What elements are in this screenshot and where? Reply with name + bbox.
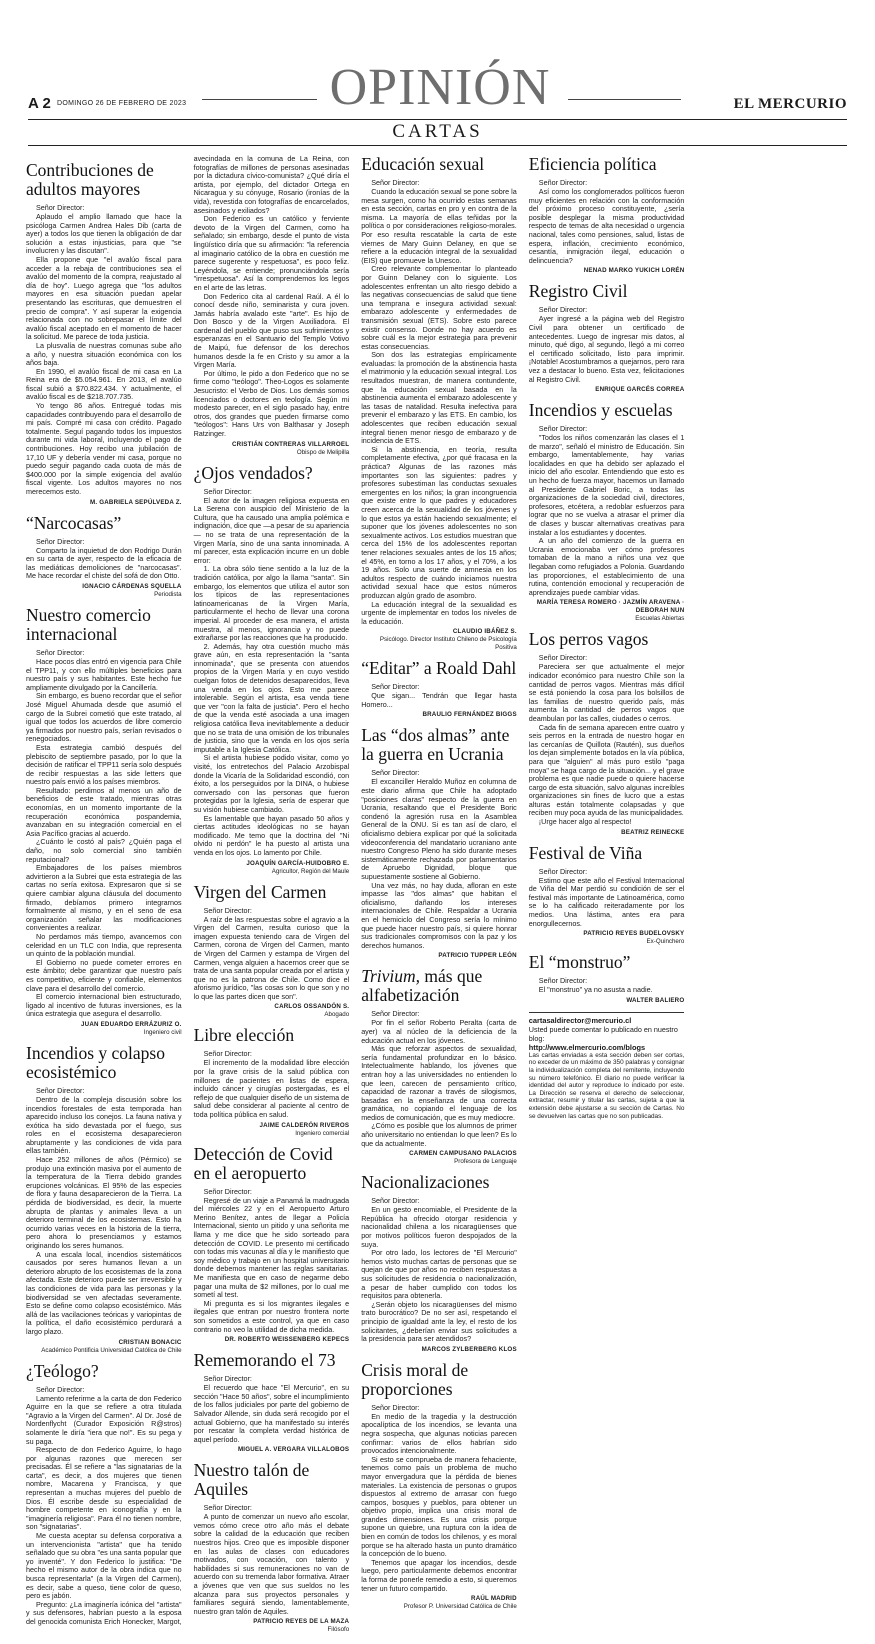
letter-affiliation: Profesor P. Universidad Católica de Chile <box>403 1603 517 1611</box>
letter-article <box>361 967 517 1166</box>
letter-salutation: Señor Director: <box>36 1384 85 1394</box>
page-number: A 2 <box>28 95 51 112</box>
letter-title: Las “dos almas” ante la guerra en Ucrania <box>361 725 510 765</box>
letter-title: Nacionalizaciones <box>361 1172 490 1193</box>
letter-paragraph: Por otro lado, los lectores de "El Mercurio" hemos visto muchas cartas de personas que se quejan de que por años no reciben respuestas a sus solicitudes de residencia o nacionalización, a pesar de haber cumplido con todos los requisitos para obtenerla. <box>361 1248 517 1301</box>
letter-article <box>529 630 685 836</box>
letter-paragraph: El recuerdo que hace "El Mercurio", en su sección "Hace 50 años", sobre el incumplimiento de los fallos judiciales por parte del gobierno de Salvador Allende, sin duda será recogido por el actual Gobierno, que ha manifestado su interés por rescatar la completa verdad histórica de aquel período. <box>193 1383 350 1444</box>
letter-paragraph: Resultado: perdimos al menos un año de beneficios de este tratado, mientras otras economías, en un momento importante de la recuperación económica pospandemia, avanzaban en su integración comercial en el Asia Pacífico gracias al acuerdo. <box>26 785 182 838</box>
letter-title: Libre elección <box>193 1025 295 1046</box>
letter-title: “Editar” a Roald Dahl <box>361 658 517 679</box>
letter-paragraph: Son dos las estrategias empíricamente evaluadas: la promoción de la abstinencia hasta el matrimonio y la educación sexual integral. Los resultados muestran, de manera contundente, que la educación sexual basada en la abstinencia aumenta el embarazo adolescente y las tasas de natalidad. Resulta inefectiva para prevenir el embarazo y las ETS. En cambio, los adolescentes que reciben educación sexual integral tienen menor riesgo de embarazo y de incidencia de ETS. <box>361 350 517 446</box>
letter-article <box>194 1351 350 1454</box>
letter-salutation: Señor Director: <box>538 305 588 315</box>
letter-salutation: Señor Director: <box>36 647 85 657</box>
letter-salutation: Señor Director: <box>203 486 252 496</box>
letter-article <box>361 726 517 960</box>
letter-article <box>529 953 685 1005</box>
letter-paragraph: A punto de comenzar un nuevo año escolar, vemos cómo crece otro año más el debate sobre la calidad de la educación que reciben nuestros hijos. Creo que es imposible disponer en las aulas de clases con educadores motivados, con vocación, con talento y habilidades si sus remuneraciones no van de acuerdo con su tremenda labor formativa. Atraer a jóvenes que ven que sus sueldos no les alcanza para sus proyectos personales y familiares seguirá siendo, lamentablemente, nuestro gran talón de Aquiles. <box>193 1512 350 1616</box>
letter-article <box>194 464 350 876</box>
letter-affiliation: Agricultor, Región del Maule <box>271 867 350 875</box>
letter-salutation: Señor Director: <box>36 203 85 212</box>
letter-paragraph: La plusvalía de nuestras comunas sube año a año, y nuestra situación económica con los años baja. <box>26 340 182 368</box>
letter-paragraph: Ella propone que "el avalúo fiscal para acceder a la rebaja de contribuciones sea el avalúo del momento de la compra, reajustado al día de hoy". Luego agrega que "los adultos mayores en esa situación puedan apelar presentando las escrituras, que demuestren el precio de compra". Y así superar la exigencia relacionada con no sobrepasar el límite del avalúo fiscal aceptado en el momento de hacer la solicitud. Me parece de toda justicia. <box>26 254 182 342</box>
letter-paragraph: ¿Cómo es posible que los alumnos de primer año universitario no entiendan lo que leen? Es lo que da actualmente. <box>361 1121 517 1148</box>
letter-title: ¿Teólogo? <box>26 1360 99 1381</box>
letter-signature: WALTER BALIERO <box>626 996 685 1004</box>
contact-email: cartasaldirector@mercurio.cl <box>528 1015 632 1025</box>
letter-salutation: Señor Director: <box>36 1085 85 1095</box>
letter-paragraph: Cuando la educación sexual se pone sobre la mesa surgen, como ha ocurrido estas semanas en esta sección, cartas en pro y en contra de la misma. La mayoría de ellas teñidas por la política o por consideraciones religioso-morales. Por eso resulta rescatable la carta de este viernes de Mary Guinn Delaney, en que se refiere a la educación integral de la sexualidad (EIS) que promueve la Unesco. <box>361 187 517 265</box>
letter-paragraph: El "monstruo" ya no asusta a nadie. <box>538 985 653 995</box>
letter-paragraph: Que sigan... Tendrán que llegar hasta Homero... <box>361 691 517 709</box>
letter-salutation: Señor Director: <box>538 424 588 434</box>
letter-salutation: Señor Director: <box>371 682 420 692</box>
blog-url: http://www.elmercurio.com/blogs <box>528 1042 646 1052</box>
letter-paragraph: Es lamentable que hayan pasado 50 años y ciertas actitudes ideológicas no se hayan modificado. Me temo que la doctrina del "Ni olvido ni perdón" le ha puesto al artista una venda en los ojos. Lo lamento por Chile. <box>193 813 350 857</box>
header-divider-right <box>568 99 681 100</box>
letter-title: Educación sexual <box>361 154 485 174</box>
letter-salutation: Señor Director: <box>538 866 588 876</box>
letter-article <box>529 282 685 394</box>
letter-signature: BRAULIO FERNÁNDEZ BIGGS <box>422 711 517 719</box>
letter-signature: M. GABRIELA SEPÚLVEDA Z. <box>90 498 182 506</box>
letter-article <box>361 1173 517 1354</box>
letter-title: Nuestro comercio internacional <box>26 604 151 644</box>
letter-paragraph: Si la abstinencia, en teoría, resulta completamente efectiva, ¿por qué fracasa en la práctica? Algunas de las razones más importantes son las siguientes: padres y profesores subestiman las conductas sexuales emergentes en los niños; la gran incongruencia que existe entre lo que padres y educadores creen acerca de la sexualidad de los jóvenes y lo que estos ya están haciendo sexualmente; el suponer que los jóvenes adolescentes no son sexualmente activos. Los estudios muestran que cerca del 15% de los adolescentes reportan tener relaciones sexuales antes de los 15 años; el 45%, en torno a los 17 años, y el 70%, a los 19 años. Solo una suerte de amnesia en los adultos respecto de cuándo iniciamos nuestra actividad sexual hace que estos números produzcan algún grado de asombro. <box>361 444 517 600</box>
letter-paragraph: Embajadores de los países miembros advirtieron a la Subrei que esta estrategia de las cartas no sería exitosa. Expresaron que si se quiere cambiar alguna cláusula del documento firmado, debíamos primero integrarnos formalmente al mismo, y en el seno de esa organización señalar las modificaciones convenientes a realizar. <box>26 863 182 933</box>
letter-paragraph: Si esto se comprueba de manera fehaciente, tenemos como país un problema de mucho mayor envergadura que la pérdida de bienes materiales. La existencia de personas o grupos dispuestos al extremo de arrasar con fuego campos, bosques y pueblos, para obtener un objetivo propio, implica una crisis moral de grandes dimensiones. Es una crisis porque supone un quiebre, una ruptura con la idea de bien en común de todos los chilenos, y es moral porque se ha alterado hasta un punto dramático la concepción de lo bueno. <box>361 1454 517 1559</box>
letter-paragraph: Tenemos que apagar los incendios, desde luego, pero particularmente debemos encontrar la forma de ponerle remedio a esto, si queremos tener un futuro compartido. <box>361 1557 517 1593</box>
letter-paragraph: Aplaudo el amplio llamado que hace la psicóloga Carmen Andrea Hales Dib (carta de ayer) a todos los que tienen la obligación de dar solución a estas injusticias, para que "se involucren y las discutan". <box>26 212 182 256</box>
letter-title: Crisis moral de proporciones <box>361 1359 469 1399</box>
letter-signature: PATRICIO REYES DE LA MAZA <box>253 1618 350 1626</box>
letter-title: Detección de Covid en el aeropuerto <box>193 1143 333 1183</box>
letter-salutation: Señor Director: <box>538 653 588 663</box>
letter-article <box>26 161 182 507</box>
letter-paragraph: La educación integral de la sexualidad es urgente de implementar en todos los niveles de la educación. <box>361 599 517 626</box>
letter-affiliation: Escuelas Abiertas <box>635 615 685 623</box>
blog-note: Usted puede comentar lo publicado en nuestro blog: <box>528 1024 678 1043</box>
page-header <box>0 0 875 142</box>
letter-article <box>26 1044 182 1355</box>
letter-article <box>26 514 182 599</box>
letter-paragraph: Ayer ingresé a la página web del Registro Civil para obtener un certificado de antecedentes. Luego de ingresar mis datos, al minuto, qué digo, al segundo, llegó a mi correo el certificado solicitado, listo para imprimir. ¡Notable! Acostumbramos a quejarnos, pero rara vez a destacar lo bueno. Esta vez, felicitaciones al Registro Civil. <box>528 314 685 384</box>
letter-title <box>361 967 517 1005</box>
letter-salutation: Señor Director: <box>371 178 420 187</box>
letter-paragraph: Dentro de la compleja discusión sobre los incendios forestales de esta temporada han aparecido incluso los conejos. La fauna nativa y exótica ha sido devastada por el fuego, sus roles en el ecosistema desaparecieron abruptamente y las condiciones de vida para ellas también. <box>26 1094 182 1156</box>
letter-paragraph: En 1990, el avalúo fiscal de mi casa en La Reina era de $5.054.961. En 2013, el avalúo fiscal subió a $70.822.434. Y actualmente, el avalúo fiscal es de $218.707.735. <box>26 366 182 402</box>
publication-date: DOMINGO 26 DE FEBRERO DE 2023 <box>57 100 187 107</box>
letter-signature: NENAD MARKO YUKICH LORÉN <box>583 267 685 275</box>
letter-paragraph: Esta estrategia cambió después del plebiscito de septiembre pasado, por lo que la decisión de ratificar el TPP11 sería solo después de recibir respuestas a las side letters que nuestro país envió a los países miembros. <box>26 742 182 787</box>
letter-signature: IGNACIO CÁRDENAS SQUELLA <box>82 582 182 590</box>
letter-paragraph: Don Federico cita al cardenal Raúl. A él lo conocí desde niño, seminarista y cura joven. Jamás habría avalado este "arte". Es hijo de Don Bosco y de la Virgen Auxiliadora. El cardenal del pueblo que puso sus sufrimientos y esperanzas en el Santuario del Templo Votivo de Maipú, fue defensor de los derechos humanos desde la fe en Cristo y su amor a la Virgen María. <box>193 291 350 370</box>
letter-paragraph: En medio de la tragedia y la destrucción apocalíptica de los incendios, se levanta una negra sospecha, que algunas noticias parecen confirmar: varios de ellos habrían sido provocados intencionalmente. <box>361 1411 517 1456</box>
letter-paragraph: Así como los conglomerados políticos fueron muy eficientes en relación con la conformación del próximo proceso constituyente, ¿sería posible desplegar la misma productividad respecto de temas de alta necesidad o urgencia nacional, tales como pensiones, salud, listas de espera, inflación, crecimiento económico, cesantía, inmigración ilegal, educación o delincuencia? <box>528 187 685 265</box>
submission-disclaimer: Las cartas enviadas a esta sección deben ser cortas, no exceder de un máximo de 350 palabras y consignar la individualización completa del remitente, incluyendo su número telefónico. El diario no puede verificar la identidad del autor y reproduce lo indicado por este. La Dirección se reserva el derecho de seleccionar, extractar, resumir y titular las cartas, sujeta a que la extensión debe ajustarse a su sección de Cartas. No se devuelven las cartas que no son publicadas. <box>528 1051 685 1120</box>
letter-salutation: Señor Director: <box>538 178 588 187</box>
letter-affiliation: Ingeniero comercial <box>295 1129 350 1137</box>
letter-paragraph: 2. Además, hay otra cuestión mucho más grave aún, en esta representación la "santa innominada", que se presenta con atuendos propios de la Virgen María y en cuyo vestido cuelgan fotos de detenidos desaparecidos, lleva una venda en los ojos. Esto me parece intolerable. Según el artista, esa venda tiene que ver "con la falta de justicia". Pero el hecho de que la venda esté asociada a una imagen religiosa católica lleva inevitablemente a deducir que no se trata de una omisión de los tribunales de justicia, sino que la venda en los ojos sería imputable a la Iglesia Católica. <box>193 641 350 754</box>
letter-signature: JOAQUÍN GARCÍA-HUIDOBRO E. <box>246 859 350 867</box>
letter-title: El “monstruo” <box>528 952 631 973</box>
letter-paragraph: Creo relevante complementar lo planteado por Guinn Delaney con lo siguiente. Los adolescentes enfrentan un alto riesgo debido a las negativas consecuencias de salud que tiene una temprana e insegura actividad sexual: embarazo adolescente y enfermedades de transmisión sexual (ETS). Sobre esto parece existir consenso. Donde no hay acuerdo es sobre cuál es la mejor estrategia para prevenir estas consecuencias. <box>361 264 517 351</box>
letter-paragraph: El comercio internacional bien estructurado, ligado al incentivo de futuras inversiones, es la única estrategia que asegura el desarrollo. <box>26 992 182 1019</box>
letter-article <box>194 1145 350 1345</box>
letter-paragraph: Lamento referirme a la carta de don Federico Aguirre en la que se refiere a otra titulada "Agravio a la Virgen del Carmen". Al Dr. José de Nordenflycht (Curador Exposición R@stros) solamente le diría "iera que no!". Es su pega y su paga. <box>26 1393 182 1446</box>
letter-affiliation: Ingeniero civil <box>143 1028 182 1036</box>
letter-paragraph: ¡Urge hacer algo al respecto! <box>538 817 632 827</box>
letter-affiliation: Periodista <box>154 590 182 598</box>
letter-salutation: Señor Director: <box>371 1009 420 1019</box>
letter-paragraph: Don Federico es un católico y ferviente devoto de la Virgen del Carmen, como ha señalado; sin embargo, desde el punto de vista lingüístico diría que su afirmación: "la referencia al imaginario católico de la obra en cuestión me parece sugerente y respetuosa", es poco feliz. Leyéndola, se entiende; pronunciándola sería "irrespetuosa". Así la comprendemos los legos en el arte de las letras. <box>193 214 350 292</box>
letter-article <box>194 1461 350 1634</box>
letter-article <box>361 155 517 652</box>
letter-article <box>194 883 350 1020</box>
letter-paragraph: Si el artista hubiese podido visitar, como yo visité, los entretechos del Palacio Arzobispal donde la Vicaría de la Solidaridad escondió, con éxito, a los perseguidos por la DINA, o hubiese conversado con las personas que fueron protegidas por la Iglesia, sería de esperar que su visión hubiese cambiado. <box>193 753 350 814</box>
letter-paragraph: Comparto la inquietud de don Rodrigo Durán en su carta de ayer, respecto de la eficacia de las mediáticas demoliciones de "narcocasas". Me hace recordar el chiste del sofá de don Otto. <box>26 545 182 581</box>
letter-paragraph: Me cuesta aceptar su defensa corporativa a un intervencionista "artista" que ha tenido señalado que su obra "es una santa popular que yo inventé". Y don Federico lo justifica: "De hecho el mismo autor de la obra indica que no busca representarla" (a la Virgen del Carmen), es decir, sabe a queso, tiene color de queso, pero es jabón. <box>26 1531 182 1601</box>
letter-paragraph: Pareciera ser que actualmente el mejor indicador económico para nuestro Chile son la cantidad de perros vagos. Mientras más difícil se está poniendo la cosa para los bolsillos de las familias de nuestro querido país, más aumenta la cantidad de perros vagos que deambulan por las calles, ciudades o cerros. <box>528 662 685 723</box>
letter-article <box>194 1026 350 1137</box>
letter-paragraph: El incremento de la modalidad libre elección por la grave crisis de la salud pública con millones de pacientes en listas de espera, incluido cáncer y cirugías postergadas, es el reflejo de que cualquier diseño de un sistema de salud debe considerar al paciente al centro de toda política pública en salud. <box>193 1058 350 1120</box>
letter-affiliation: Académico Pontificia Universidad Católica de Chile <box>41 1346 182 1354</box>
letter-signature: CRISTIÁN CONTRERAS VILLARROEL <box>232 440 350 448</box>
header-rule-bottom <box>28 145 847 146</box>
letter-paragraph: En un gesto encomiable, el Presidente de la República ha ofrecido otorgar residencia y nacionalidad chilena a los nicaragüenses que por motivos políticos fueron despojados de la suya. <box>361 1205 517 1249</box>
letter-article <box>529 844 685 947</box>
section-title: OPINIÓN <box>329 59 551 116</box>
letter-affiliation: Psicólogo. Director Instituto Chileno de Psicología Positiva <box>379 636 517 652</box>
letter-salutation: Señor Director: <box>203 905 252 915</box>
letter-title: Registro Civil <box>528 281 628 302</box>
letter-signature: ENRIQUE GARCÉS CORREA <box>595 386 685 394</box>
letter-paragraph: Regresé de un viaje a Panamá la madrugada del miércoles 22 y en el Aeropuerto Arturo Merino Benítez, antes de llegar a Policía Internacional, siento un pitido y una señorita me llama y me dice que he sido sorteado para detección de COVID. Le presento mi certificado con todas mis vacunas al día y le manifiesto que soy médico y trabajo en un hospital universitario donde debemos mantener las reglas sanitarias. Me manifiesta que en caso de negarme debo pagar una multa de $2 millones, por lo cual me sometí al test. <box>193 1195 350 1300</box>
letter-paragraph: El excanciller Heraldo Muñoz en columna de este diario afirma que Chile ha adoptado "posiciones claras" respecto de la guerra en Ucrania, resaltando que el Presidente Boric condenó la agresión rusa en la Asamblea General de la ONU. Si es tan así de claro, el oficialismo debiera explicar por qué la solicitada videoconferencia del mandatario ucraniano ante nuestro Congreso Pleno ha sido durante meses sistemáticamente rechazada por parlamentarios de Apruebo Dignidad, bloque que supuestamente sostiene al Gobierno. <box>361 777 517 881</box>
letter-salutation: Señor Director: <box>371 1402 420 1412</box>
letter-salutation: Señor Director: <box>203 1186 252 1196</box>
letter-paragraph: Hace 252 millones de años (Pérmico) se produjo una extinción masiva por el aumento de la temperatura de la Tierra debido grandes erupciones volcánicas. El 95% de las especies de flora y fauna desaparecieron de la Tierra. La pérdida de biodiversidad, es decir, la muerte abrupta de plantas y animales lleva a un deterioro terminal de los ecosistemas. Esto ha ocurrido varias veces en la historia de la tierra, pero ahora lo presenciamos y estamos originando los seres humanos. <box>26 1155 182 1250</box>
letter-signature: JAIME CALDERÓN RIVEROS <box>259 1121 350 1129</box>
letter-title: “Narcocasas” <box>26 512 122 533</box>
letter-title: Los perros vagos <box>528 629 649 650</box>
letter-salutation: Señor Director: <box>371 1196 420 1206</box>
letter-signature: MARÍA TERESA ROMERO · JAZMÍN ARAVENA · DEBORAH NUN <box>536 599 685 615</box>
letter-signature: CLAUDIO IBÁÑEZ S. <box>452 628 517 636</box>
letter-article <box>361 1361 517 1611</box>
letter-affiliation: Filósofo <box>327 1626 350 1634</box>
letter-salutation: Señor Director: <box>371 768 420 778</box>
letter-article <box>529 401 685 623</box>
letter-salutation: Señor Director: <box>203 1049 252 1059</box>
letters-columns <box>26 155 852 1635</box>
letter-paragraph: "Todos los niños comenzarán las clases el 1 de marzo", señaló el ministro de Educación. Sin embargo, lamentablemente, hay varias localidades en que ha debido ser aplazado el inicio del año escolar. Entendiendo que esto es un hecho de fuerza mayor, hacemos un llamado al Presidente Gabriel Boric, a todas las organizaciones de la sociedad civil, directores, profesores, etcétera, a redoblar esfuerzos para lograr que no se vuelva a atrasar el primer día de clases y buscar alternativas creativas para instalar a los estudiantes y docentes. <box>528 433 685 537</box>
letter-affiliation: Profesora de Lenguaje <box>454 1158 517 1166</box>
letter-signature: CARMEN CAMPUSANO PALACIOS <box>409 1150 517 1158</box>
letter-title-italic: Trivium, <box>361 966 421 987</box>
letter-signature: BEATRIZ REINECKE <box>621 828 685 836</box>
letter-paragraph: El autor de la imagen religiosa expuesta en La Serena con auspicio del Ministerio de la Cultura, que ha causado una amplia polémica e indignación, dice que —a pesar de su apariencia— no se trata de una representación de la Virgen María, sino de una santa innominada. A mí parecer, esta explicación incurre en un doble error: <box>193 495 350 565</box>
letter-paragraph: Por fin el señor Roberto Peralta (carta de ayer) va al núcleo de la deficiencia de la educación actual en los jóvenes. <box>361 1018 517 1045</box>
letter-paragraph: Por último, le pido a don Federico que no se firme como "teólogo". Theo-Logos es solamente Jesucristo: el Verbo de Dios. Los demás somos licenciados o doctores en teología. Según mi modesto parecer, en el siglo pasado hay, entre otros, dos grandes que pueden firmarse como "teólogos": Hans Urs von Balthasar y Joseph Ratzinger. <box>193 368 350 438</box>
letter-paragraph: Pregunto: ¿La imaginería icónica del "artista" y sus defensores, habrían puesto a la esposa del genocida comunista Erich Honecker, Margot, avecindada en la comuna de La Reina, con fotografías de millones de personas asesinadas por la dictadura cívico-comunista? ¿Qué diría el artista, por ejemplo, del dictador Ortega en Nicaragua y su cónyuge, Rosario (ironías de la vida), revestida con fotografías de encarcelados, asesinados y exiliados? <box>26 154 350 1626</box>
letter-paragraph: Sin embargo, es bueno recordar que el señor José Miguel Ahumada desde que asumió el cargo de la Subrei cometió que este tratado, al igual que todos los acuerdos de libre comercio ya firmados por nuestro país, serían revisados o renegociados. <box>26 691 182 744</box>
letter-paragraph: Mi pregunta es si los migrantes ilegales e ilegales que entran por nuestro frontera norte son sometidos a este control, ya que en caso contrario no veo la utilidad de dicha medida. <box>193 1298 350 1334</box>
letter-salutation: Señor Director: <box>36 536 85 546</box>
letter-signature: PATRICIO REYES BUDELOVSKY <box>583 930 685 938</box>
letter-article <box>529 155 685 275</box>
letter-title: Nuestro talón de Aquiles <box>193 1460 310 1500</box>
letter-paragraph: Respecto de don Federico Aguirre, lo hago por algunas razones que merecen ser precisadas. Él se refiere a "las signatarias de la carta", es decir, a dos mujeres que tienen nombre, Macarena y Francisca, y que representan a muchas mujeres del pueblo de Dios. Él escribe desde su especialidad de hombre competente en iconografía y en la "imaginería religiosa". Para él no tienen nombre, son "signatarias". <box>26 1445 182 1532</box>
letter-signature: MARCOS ZYLBERBERG KLOS <box>421 1345 517 1353</box>
letter-title: ¿Ojos vendados? <box>193 462 313 483</box>
letter-paragraph: Cada fin de semana aparecen entre cuatro y seis perros en la entrada de nuestro hogar en las cercanías de Quillota (Rautén), sus dueños los dejan simplemente botados en la vía pública, para que "alguien" al más puro estilo "paga moya" se haga cargo de la situación... y el grave problema es que nadie puede o quiere hacerse cargo de esta situación, salvo algunas increíbles organizaciones sin fines de lucro que a estas alturas están totalmente colapsadas y que reciben muy poca ayuda de las municipalidades. <box>528 722 685 818</box>
letter-article <box>26 606 182 1037</box>
letter-signature: CARLOS OSSANDÓN S. <box>274 1003 350 1011</box>
letter-paragraph: Más que reforzar aspectos de sexualidad, sería fundamental profundizar en lo básico. Intelectualmente hablando, los jóvenes que entran hoy a las universidades no entienden lo que leen, carecen de pensamiento crítico, capacidad de razonar a través de silogismos, basadas en la enseñanza de una correcta gramática, no copiando el lenguaje de los medios de comunicación, que es muy mediocre. <box>361 1044 517 1122</box>
letter-paragraph: A raíz de las respuestas sobre el agravio a la Virgen del Carmen, resulta curioso que la imagen expuesta teniendo cara de Virgen del Carmen, corona de Virgen del Carmen, manto de Virgen del Carmen y estampa de Virgen del Carmen, venga alguien a hacernos creer que se trata de una santa popular creada por el artista y que no es la patrona de Chile. Como dice el aforismo jurídico, "las cosas son lo que son y no lo que las partes dicen que son". <box>193 914 350 1001</box>
letter-paragraph: Hace pocos días entró en vigencia para Chile el TPP11, y con ello múltiples beneficios para nuestro país y sus habitantes. Este hecho fue ampliamente divulgado por la Cancillería. <box>26 656 182 692</box>
letter-signature: JUAN EDUARDO ERRÁZURIZ O. <box>81 1020 182 1028</box>
letter-paragraph: 1. La obra sólo tiene sentido a la luz de la tradición católica, por algo la llama "santa". Sin embargo, los elementos que utiliza el autor son los típicos de las representaciones latinoamericanas de la Virgen María, particularmente el hecho de llevar una corona imperial. Al proceder de esa manera, el artista muestra, al menos, ignorancia y no puede extrañarse por las reacciones que ha producido. <box>193 564 350 643</box>
letter-title-text: más que alfabetización <box>361 966 483 1006</box>
letter-affiliation: Ex-Quinchero <box>646 938 685 946</box>
letter-title: Eficiencia política <box>528 154 657 174</box>
letter-title: Contribuciones de adultos mayores <box>26 160 154 199</box>
letter-signature: PATRICIO TUPPER LEÓN <box>438 952 517 960</box>
submission-info <box>529 1012 685 1120</box>
letter-affiliation: Abogado <box>324 1011 350 1019</box>
letter-paragraph: A una escala local, incendios sistemáticos causados por seres humanos llevan a un deterioro abrupto de los ecosistemas de la zona afectada. Este deterioro puede ser irreversible y las condiciones de vida para las personas y la biodiversidad se ven afectadas severamente. Esto se define como colapso ecosistémico. Más allá de las vacilaciones teóricas y variopintas de la política, el daño ecosistémico perdurará a largo plazo. <box>26 1249 182 1336</box>
letter-title: Virgen del Carmen <box>193 881 327 902</box>
subsection-title: CARTAS <box>392 121 483 142</box>
letter-salutation: Señor Director: <box>538 976 588 986</box>
letter-article <box>361 659 517 719</box>
letter-paragraph: Yo tengo 86 años. Entregué todas mis capacidades contribuyendo para el desarrollo de mi país. Compré mi casa con crédito. Pagado totalmente. Seguí pagando todos los impuestos durante mi vida laboral, incluyendo el pago de contribuciones. Hoy recibo una jubilación de 17,10 UF y debería vender mi casa, porque no puedo seguir pagando cada cuota de más de $400.000 por la simple exigencia del avalúo fiscal vigente. Los adultos mayores no nos merecemos esto. <box>26 401 182 496</box>
letter-title: Festival de Viña <box>528 842 643 863</box>
letter-paragraph: ¿Cuánto le costó al país? ¿Quién paga el daño, no solo comercial sino también reputacional? <box>26 837 182 864</box>
letter-signature: CRISTIAN BONACIC <box>118 1338 182 1346</box>
newspaper-brand: EL MERCURIO <box>733 96 847 112</box>
letter-salutation: Señor Director: <box>203 1503 252 1513</box>
letter-paragraph: A un año del comienzo de la guerra en Ucrania emocionaba ver cómo profesores tomaban de la mano a niños una vez que llegaban como refugiados a Polonia. Guardando las proporciones, el establecimiento de una rutina, contención emocional y recuperación de aprendizajes puede cambiar vidas. <box>528 536 685 597</box>
letter-title: Incendios y colapso ecosistémico <box>26 1042 165 1082</box>
letter-paragraph: No perdamos más tiempo, avancemos con celeridad en un TLC con India, que representa un quinto de la población mundial. <box>26 931 182 959</box>
letter-title: Incendios y escuelas <box>528 400 673 421</box>
letter-paragraph: Estimo que este año el Festival Internacional de Viña del Mar perdió su condición de ser el festival más importante de Latinoamérica, como se lo ha calificado reiteradamente por los medios. Una lástima, antes era para enorgullecernos. <box>528 875 685 928</box>
letter-salutation: Señor Director: <box>203 1374 252 1384</box>
letter-paragraph: El Gobierno no puede cometer errores en este ámbito; debe garantizar que nuestro país es competitivo, eficiente y confiable, elementos clave para el desarrollo del comercio. <box>26 957 182 993</box>
letter-signature: MIGUEL A. VERGARA VILLALOBOS <box>237 1446 350 1454</box>
letter-title: Rememorando el 73 <box>193 1350 336 1371</box>
letter-paragraph: Una vez más, no hay duda, afloran en este impasse las "dos almas" que habitan el oficialismo, dañando los intereses internacionales de Chile. Respaldar a Ucrania en el hemiciclo del Congreso sería lo mínimo que puede hacer nuestro país, si quiere honrar sus tradicionales compromisos con la paz y los derechos humanos. <box>361 880 517 950</box>
letter-signature: DR. ROBERTO WEISSENBERG KEPECS <box>224 1336 350 1344</box>
letter-paragraph: ¿Serán objeto los nicaragüenses del mismo trato burocrático? De no ser así, respetando el principio de igualdad ante la ley, el resto de los solicitantes, ¿deberían enviar sus solicitudes a la presidencia para ser atendidos? <box>361 1299 517 1344</box>
letter-affiliation: Obispo de Melipilla <box>296 448 350 456</box>
letter-signature: RAÚL MADRID <box>471 1595 517 1603</box>
